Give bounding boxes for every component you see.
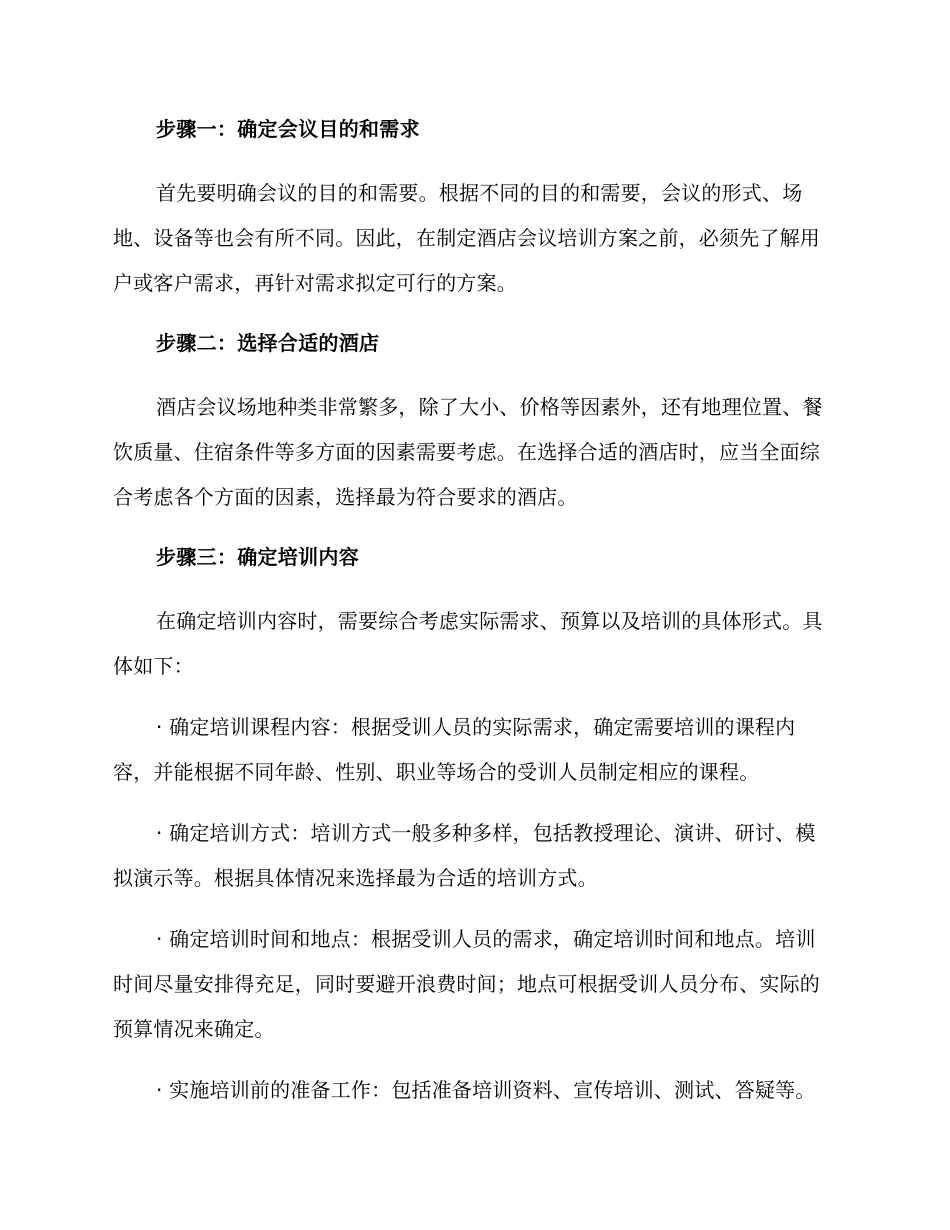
section-3-heading: 步骤三：确定培训内容	[156, 545, 359, 569]
bullet-training-method: · 确定培训方式：培训方式一般多种多样，包括教授理论、演讲、研讨、模拟演示等。根据具体情况来选择最为合适的培训方式。	[113, 821, 816, 890]
bullet-preparation-work: · 实施培训前的准备工作：包括准备培训资料、宣传培训、测试、答疑等。	[156, 1078, 816, 1102]
bullet-course-content: · 确定培训课程内容：根据受训人员的实际需求，确定需要培训的课程内容，并能根据不同年龄、性别、职业等场合的受训人员制定相应的课程。	[113, 715, 796, 784]
section-1-heading: 步骤一：确定会议目的和需求	[156, 117, 420, 141]
section-2-heading: 步骤二：选择合适的酒店	[156, 331, 380, 355]
bullet-time-and-place: · 确定培训时间和地点：根据受训人员的需求，确定培训时间和地点。培训时间尽量安排得充足，同时要避开浪费时间；地点可根据受训人员分布、实际的预算情况来确定。	[113, 927, 820, 1041]
section-2-paragraph: 酒店会议场地种类非常繁多，除了大小、价格等因素外，还有地理位置、餐饮质量、住宿条件等多方面的因素需要考虑。在选择合适的酒店时，应当全面综合考虑各个方面的因素，选择最为符合要求的酒店。	[113, 395, 823, 509]
section-1-paragraph: 首先要明确会议的目的和需要。根据不同的目的和需要，会议的形式、场地、设备等也会有所不同。因此，在制定酒店会议培训方案之前，必须先了解用户或客户需求，再针对需求拟定可行的方案。	[113, 181, 820, 295]
document-page	[113, 108, 833, 1113]
section-3-intro-paragraph: 在确定培训内容时，需要综合考虑实际需求、预算以及培训的具体形式。具体如下：	[113, 609, 823, 678]
